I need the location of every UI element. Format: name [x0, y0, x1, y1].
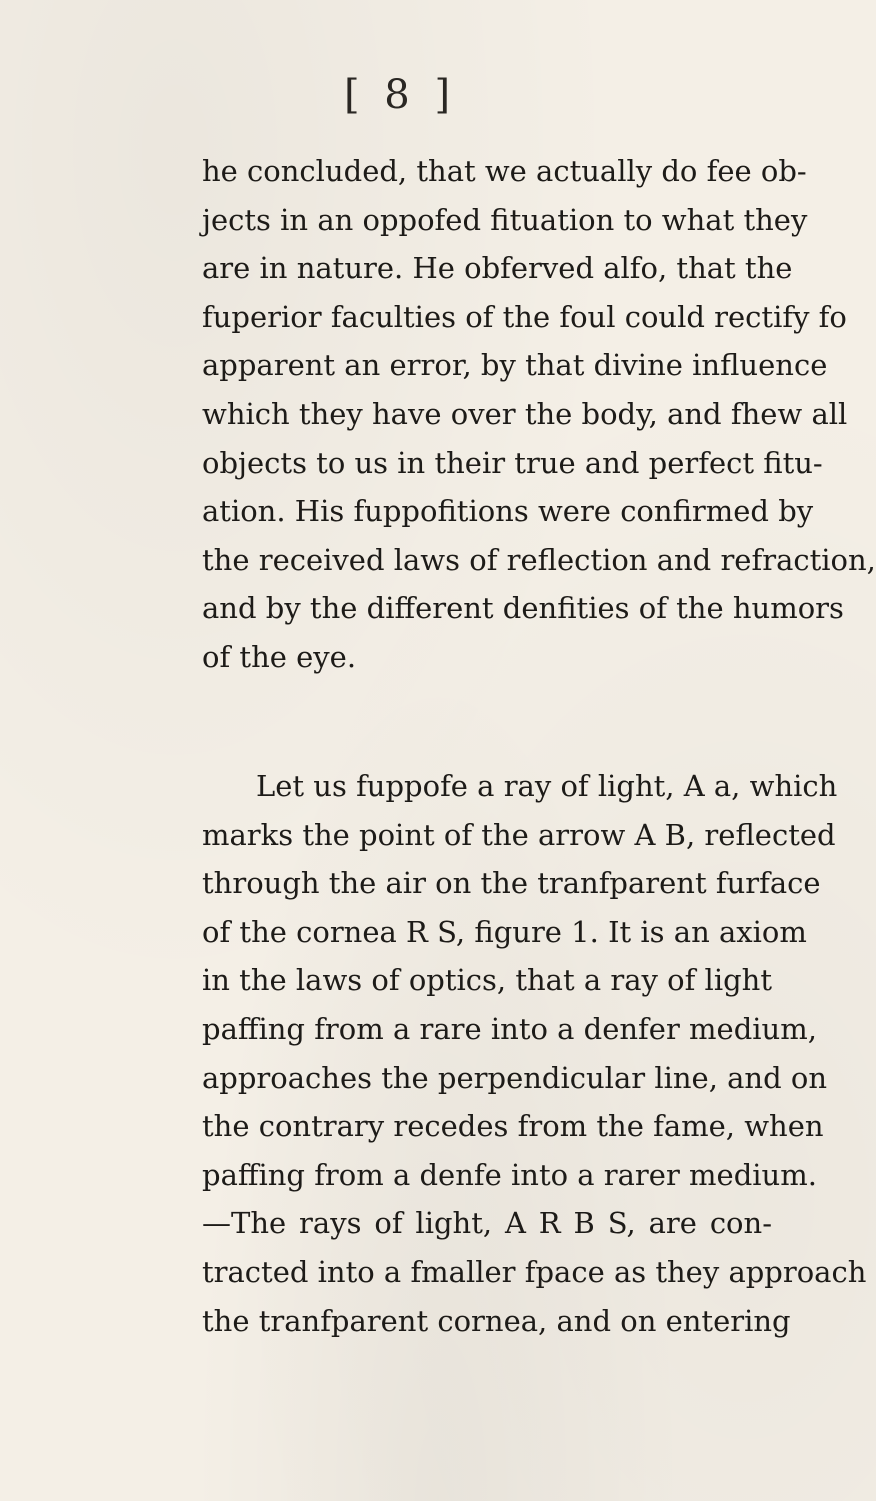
text-line: of the eye.: [202, 639, 357, 674]
text-line: which they have over the body, and fhew all: [202, 396, 848, 431]
text-line: jects in an oppofed fituation to what they: [202, 202, 808, 237]
page-number: [ 8 ]: [343, 72, 457, 118]
text-line: the contrary recedes from the fame, when: [202, 1109, 824, 1144]
text-line: and by the different denfities of the humors: [202, 591, 844, 626]
text-line: the received laws of reflection and refraction,: [202, 542, 876, 577]
text-line: marks the point of the arrow A B, reflected: [202, 817, 836, 852]
text-line: paffing from a rare into a denfer medium,: [202, 1011, 817, 1046]
text-line: Let us fuppofe a ray of light, A a, which: [256, 769, 838, 803]
text-line: are in nature. He obferved alfo, that the: [202, 251, 793, 286]
text-line: through the air on the tranfparent furface: [202, 866, 821, 901]
text-line: the tranfparent cornea, and on entering: [202, 1303, 791, 1338]
text-line: approaches the perpendicular line, and on: [202, 1060, 828, 1095]
text-line: he concluded, that we actually do fee ob-: [202, 154, 807, 188]
paragraph-1: [202, 147, 876, 682]
paragraph-2: [202, 762, 867, 1345]
text-line: fuperior faculties of the foul could rectify fo: [202, 299, 847, 334]
text-line: objects to us in their true and perfect fitu-: [202, 445, 823, 480]
text-line: ation. His fuppofitions were confirmed by: [202, 494, 814, 529]
text-line: of the cornea R S, figure 1. It is an axiom: [202, 914, 807, 949]
text-line: in the laws of optics, that a ray of light: [202, 963, 772, 998]
text-line: apparent an error, by that divine influence: [202, 348, 828, 383]
text-line: tracted into a fmaller fpace as they approach: [202, 1254, 867, 1289]
text-line: paffing from a denfe into a rarer medium.: [202, 1157, 817, 1192]
text-line: —The rays of light, A R B S, are con-: [202, 1206, 772, 1241]
